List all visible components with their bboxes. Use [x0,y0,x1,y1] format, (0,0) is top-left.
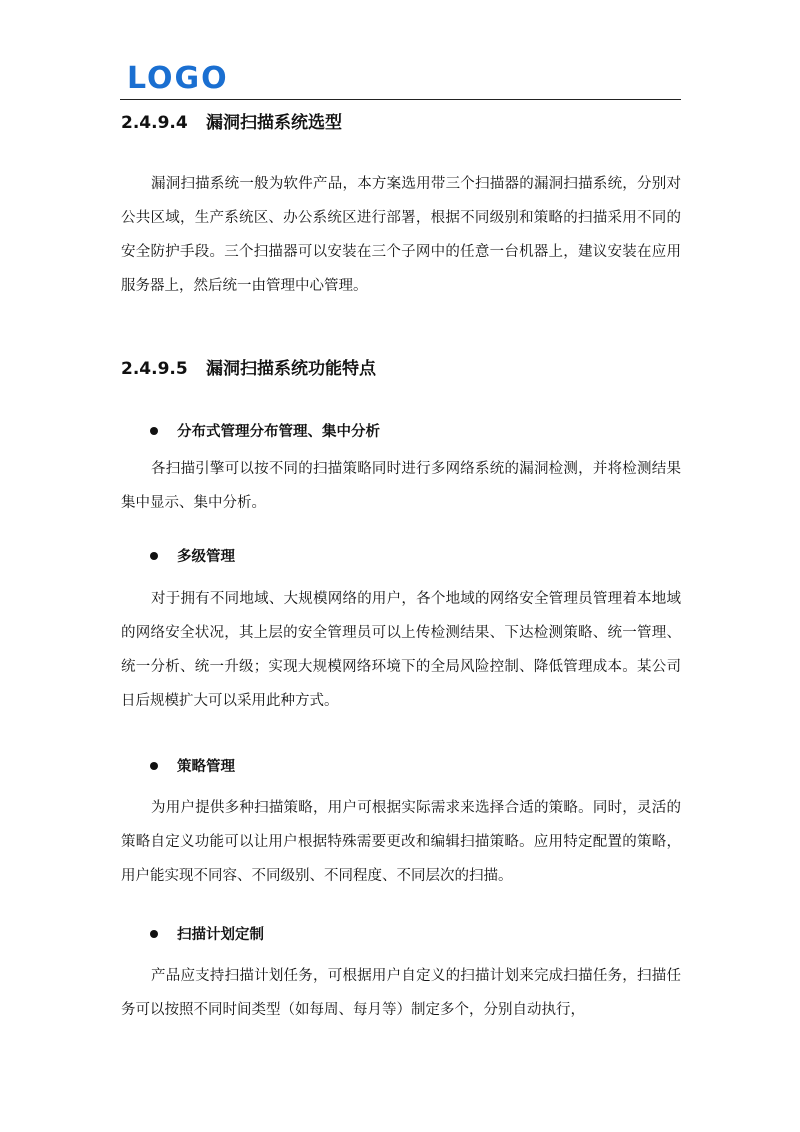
section-number: 2.4.9.4 [121,113,188,133]
bullet-icon [150,427,158,435]
section-paragraph: 漏洞扫描系统一般为软件产品，本方案选用带三个扫描器的漏洞扫描系统，分别对公共区域，生产系统区、办公系统区进行部署，根据不同级别和策略的扫描采用不同的安全防护手段。三个扫描器可以安装在三个子网中的任意一台机器上，建议安装在应用服务器上，然后统一由管理中心管理。 [121,176,681,294]
section-number: 2.4.9.5 [121,359,188,379]
section-heading [121,111,342,135]
feature-paragraph: 为用户提供多种扫描策略，用户可根据实际需求来选择合适的策略。同时，灵活的策略自定义功能可以让用户根据特殊需要更改和编辑扫描策略。应用特定配置的策略，用户能实现不同容、不同级别、不同程度、不同层次的扫描。 [121,800,681,884]
feature-title: 分布式管理分布管理、集中分析 [177,424,380,440]
bullet-icon [150,930,158,938]
bullet-icon [150,762,158,770]
feature-title: 多级管理 [177,549,235,565]
feature-heading [150,756,235,778]
feature-paragraph: 各扫描引擎可以按不同的扫描策略同时进行多网络系统的漏洞检测，并将检测结果集中显示、集中分析。 [121,461,681,511]
section-title: 漏洞扫描系统功能特点 [206,359,376,379]
feature-heading [150,421,380,443]
feature-heading [150,924,264,946]
feature-title: 策略管理 [177,759,235,775]
bullet-icon [150,552,158,560]
feature-paragraph: 产品应支持扫描计划任务，可根据用户自定义的扫描计划来完成扫描任务，扫描任务可以按照不同时间类型（如每周、每月等）制定多个，分别自动执行， [121,968,681,1018]
feature-paragraph: 对于拥有不同地域、大规模网络的用户，各个地域的网络安全管理员管理着本地域的网络安全状况，其上层的安全管理员可以上传检测结果、下达检测策略、统一管理、统一分析、统一升级；实现大规模网络环境下的全局风险控制、降低管理成本。某公司日后规模扩大可以采用此种方式。 [121,591,681,709]
section-title: 漏洞扫描系统选型 [206,113,342,133]
header-rule [120,99,681,100]
section-heading [121,357,376,381]
feature-heading [150,546,235,568]
logo: LOGO [127,61,229,96]
feature-title: 扫描计划定制 [177,927,264,943]
